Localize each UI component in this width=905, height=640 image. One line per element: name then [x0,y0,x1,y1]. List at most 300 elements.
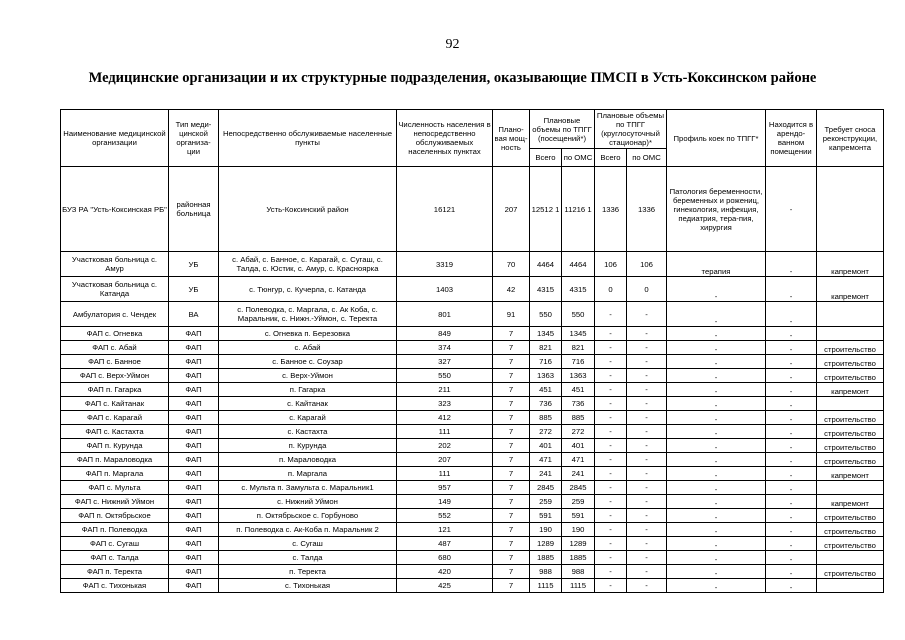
cell-bed-profile: - [667,277,766,302]
cell-bed-profile: - [667,411,766,425]
cell-repair: строительство [817,369,884,383]
cell-rented: - [766,327,817,341]
cell-hosp-total: - [595,565,627,579]
cell-visits-oms: 736 [562,397,595,411]
cell-repair [817,481,884,495]
cell-hosp-total: - [595,537,627,551]
cell-bed-profile: - [667,369,766,383]
cell-org-name: ФАП с. Мульта [61,481,169,495]
table-row [61,383,884,397]
cell-population: 680 [397,551,493,565]
cell-capacity: 7 [493,411,530,425]
cell-org-name: ФАП с. Верх-Уймон [61,369,169,383]
cell-population: 550 [397,369,493,383]
cell-capacity: 7 [493,509,530,523]
cell-bed-profile: Патология беременности, беременных и рожениц, гинекология, инфекция, педиатрия, тера-пия, хирургия [667,167,766,252]
cell-hosp-total: - [595,509,627,523]
cell-capacity: 7 [493,495,530,509]
cell-population: 111 [397,425,493,439]
cell-org-name: ФАП п. Полеводка [61,523,169,537]
cell-org-type: ФАП [169,439,219,453]
cell-rented: - [766,495,817,509]
cell-population: 202 [397,439,493,453]
cell-org-type: ФАП [169,453,219,467]
cell-hosp-oms: - [627,481,667,495]
table-row [61,425,884,439]
cell-served-points: с. Огневка п. Березовка [219,327,397,341]
cell-bed-profile: - [667,355,766,369]
page-title: Медицинские организации и их структурные подразделения, оказывающие ПМСП в Усть-Коксинском районе [88,70,817,86]
cell-hosp-total: - [595,439,627,453]
cell-bed-profile: - [667,397,766,411]
cell-bed-profile: - [667,425,766,439]
cell-rented: - [766,579,817,593]
table-row [61,439,884,453]
cell-bed-profile: - [667,383,766,397]
cell-served-points: п. Гагарка [219,383,397,397]
cell-visits-oms: 241 [562,467,595,481]
cell-hosp-total: - [595,495,627,509]
cell-hosp-total: - [595,425,627,439]
cell-visits-total: 4315 [530,277,562,302]
cell-visits-total: 259 [530,495,562,509]
cell-served-points: п. Курунда [219,439,397,453]
cell-visits-total: 241 [530,467,562,481]
cell-bed-profile: - [667,495,766,509]
cell-hosp-total: 1336 [595,167,627,252]
cell-org-name: ФАП с. Кайтанак [61,397,169,411]
cell-org-name: ФАП с. Кастахта [61,425,169,439]
cell-hosp-oms: - [627,383,667,397]
cell-org-name: ФАП п. Маргала [61,467,169,481]
cell-visits-total: 591 [530,509,562,523]
table-row [61,509,884,523]
cell-served-points: с. Карагай [219,411,397,425]
cell-rented: - [766,369,817,383]
cell-population: 487 [397,537,493,551]
cell-visits-oms: 988 [562,565,595,579]
cell-hosp-oms: - [627,495,667,509]
cell-repair: строительство [817,341,884,355]
cell-population: 3319 [397,252,493,277]
cell-hosp-total: - [595,467,627,481]
cell-rented: - [766,302,817,327]
cell-visits-oms: 1289 [562,537,595,551]
table-row [61,277,884,302]
cell-visits-oms: 591 [562,509,595,523]
cell-population: 425 [397,579,493,593]
cell-visits-oms: 4464 [562,252,595,277]
header-reconstruction: Требует сноса реконструкции, капремонта [817,110,884,167]
cell-capacity: 7 [493,383,530,397]
cell-served-points: с. Талда [219,551,397,565]
table-row [61,397,884,411]
cell-org-type: ФАП [169,467,219,481]
cell-visits-oms: 1363 [562,369,595,383]
cell-repair: капремонт [817,383,884,397]
header-bed-profile: Профиль коек по ТПГГ* [667,110,766,167]
cell-rented: - [766,383,817,397]
table-row [61,167,884,252]
cell-hosp-oms: - [627,302,667,327]
cell-population: 374 [397,341,493,355]
cell-visits-total: 736 [530,397,562,411]
table-row [61,495,884,509]
cell-org-type: ФАП [169,481,219,495]
cell-hosp-total: - [595,411,627,425]
cell-repair: строительство [817,565,884,579]
cell-population: 552 [397,509,493,523]
cell-visits-total: 12512 1 [530,167,562,252]
cell-hosp-oms: - [627,327,667,341]
cell-population: 111 [397,467,493,481]
cell-bed-profile: - [667,327,766,341]
cell-population: 801 [397,302,493,327]
cell-visits-oms: 272 [562,425,595,439]
cell-capacity: 7 [493,341,530,355]
cell-visits-oms: 190 [562,523,595,537]
cell-visits-oms: 1115 [562,579,595,593]
cell-visits-total: 451 [530,383,562,397]
cell-hosp-total: - [595,355,627,369]
table-row [61,327,884,341]
cell-bed-profile: - [667,467,766,481]
cell-capacity: 7 [493,425,530,439]
cell-visits-total: 885 [530,411,562,425]
cell-capacity: 7 [493,397,530,411]
cell-rented: - [766,411,817,425]
cell-visits-total: 4464 [530,252,562,277]
table-row [61,565,884,579]
cell-served-points: с. Тихонькая [219,579,397,593]
cell-org-type: ФАП [169,383,219,397]
cell-hosp-oms: - [627,439,667,453]
cell-visits-total: 401 [530,439,562,453]
table-row [61,537,884,551]
cell-hosp-total: - [595,397,627,411]
cell-visits-oms: 4315 [562,277,595,302]
cell-hosp-total: 106 [595,252,627,277]
header-tpgg-visits: Плановые объемы по ТПГГ (посещений*) [530,110,595,149]
table-row [61,453,884,467]
cell-org-name: Участковая больница с. Катанда [61,277,169,302]
cell-org-type: ФАП [169,537,219,551]
cell-org-type: ФАП [169,327,219,341]
header-capacity: Плано-вая мощ-ность [493,110,530,167]
cell-visits-total: 821 [530,341,562,355]
cell-capacity: 91 [493,302,530,327]
cell-repair: строительство [817,439,884,453]
cell-rented: - [766,537,817,551]
cell-served-points: с. Сугаш [219,537,397,551]
cell-org-type: ФАП [169,509,219,523]
cell-capacity: 7 [493,481,530,495]
header-points: Непосредственно обслуживаемые населенные пункты [219,110,397,167]
cell-served-points: п. Мараловодка [219,453,397,467]
cell-capacity: 7 [493,453,530,467]
cell-hosp-oms: - [627,425,667,439]
cell-served-points: п. Теректа [219,565,397,579]
cell-rented: - [766,341,817,355]
cell-org-type: ФАП [169,369,219,383]
cell-visits-oms: 11216 1 [562,167,595,252]
header-name: Наименование медицинской организации [61,110,169,167]
cell-org-name: Амбулатория с. Чендек [61,302,169,327]
cell-bed-profile: - [667,551,766,565]
cell-bed-profile: - [667,341,766,355]
table-row [61,302,884,327]
cell-capacity: 42 [493,277,530,302]
cell-served-points: с. Тюнгур, с. Кучерла, с. Катанда [219,277,397,302]
cell-org-type: ФАП [169,425,219,439]
cell-visits-total: 1289 [530,537,562,551]
table-row [61,252,884,277]
cell-org-type: ФАП [169,355,219,369]
cell-capacity: 7 [493,467,530,481]
cell-repair: строительство [817,411,884,425]
cell-hosp-total: - [595,523,627,537]
cell-repair [817,551,884,565]
table-row [61,369,884,383]
cell-hosp-total: - [595,551,627,565]
cell-visits-oms: 451 [562,383,595,397]
cell-rented: - [766,467,817,481]
cell-bed-profile: - [667,579,766,593]
cell-org-name: ФАП с. Банное [61,355,169,369]
header-hosp-total: Всего [595,149,627,167]
cell-repair: строительство [817,537,884,551]
organizations-table [60,109,884,593]
cell-repair: строительство [817,425,884,439]
cell-repair: строительство [817,523,884,537]
cell-population: 121 [397,523,493,537]
cell-capacity: 7 [493,355,530,369]
cell-org-type: ФАП [169,579,219,593]
cell-rented: - [766,439,817,453]
cell-served-points: с. Мульта п. Замульта с. Маральник1 [219,481,397,495]
cell-population: 849 [397,327,493,341]
cell-repair: строительство [817,453,884,467]
table-row [61,579,884,593]
cell-bed-profile: - [667,481,766,495]
cell-capacity: 7 [493,439,530,453]
table-row [61,523,884,537]
header-visits-total: Всего [530,149,562,167]
cell-hosp-oms: - [627,537,667,551]
cell-rented: - [766,277,817,302]
cell-visits-total: 1885 [530,551,562,565]
table-row [61,481,884,495]
cell-population: 412 [397,411,493,425]
cell-population: 327 [397,355,493,369]
cell-repair: капремонт [817,252,884,277]
header-tpgg-hospital: Плановые объемы по ТПГГ (круглосуточный стационар)* [595,110,667,149]
cell-capacity: 7 [493,327,530,341]
table-row [61,355,884,369]
cell-served-points: с. Абай, с. Банное, с. Карагай, с. Сугаш, с. Талда, с. Юстик, с. Амур, с. Красноярка [219,252,397,277]
cell-hosp-total: - [595,341,627,355]
cell-org-type: ФАП [169,495,219,509]
cell-org-name: ФАП п. Октябрьское [61,509,169,523]
cell-org-type: районная больница [169,167,219,252]
cell-org-name: ФАП п. Курунда [61,439,169,453]
cell-hosp-oms: - [627,467,667,481]
cell-visits-oms: 716 [562,355,595,369]
cell-rented: - [766,355,817,369]
cell-rented: - [766,551,817,565]
cell-org-name: ФАП с. Огневка [61,327,169,341]
cell-visits-total: 716 [530,355,562,369]
cell-hosp-total: - [595,579,627,593]
cell-hosp-oms: - [627,565,667,579]
cell-visits-total: 988 [530,565,562,579]
cell-population: 149 [397,495,493,509]
table-row [61,467,884,481]
cell-served-points: п. Октябрьское с. Горбуново [219,509,397,523]
cell-hosp-oms: - [627,369,667,383]
cell-capacity: 207 [493,167,530,252]
cell-hosp-total: - [595,302,627,327]
header-type: Тип меди-цинской организа-ции [169,110,219,167]
cell-hosp-total: - [595,481,627,495]
table-body [61,167,884,593]
cell-population: 211 [397,383,493,397]
cell-hosp-oms: - [627,579,667,593]
cell-org-name: Участковая больница с. Амур [61,252,169,277]
cell-population: 420 [397,565,493,579]
cell-visits-oms: 821 [562,341,595,355]
cell-hosp-total: - [595,327,627,341]
cell-bed-profile: - [667,509,766,523]
cell-population: 323 [397,397,493,411]
cell-served-points: с. Кастахта [219,425,397,439]
cell-org-type: ФАП [169,523,219,537]
cell-bed-profile: - [667,302,766,327]
cell-hosp-total: 0 [595,277,627,302]
cell-served-points: с. Полеводка, с. Маргала, с. Ак Коба, с. Маральник, с. Нижн.-Уймон, с. Теректа [219,302,397,327]
cell-org-name: ФАП с. Абай [61,341,169,355]
cell-org-type: УБ [169,277,219,302]
cell-capacity: 7 [493,565,530,579]
cell-population: 207 [397,453,493,467]
cell-org-type: ВА [169,302,219,327]
cell-bed-profile: - [667,439,766,453]
cell-hosp-oms: 106 [627,252,667,277]
cell-bed-profile: - [667,453,766,467]
cell-hosp-oms: 0 [627,277,667,302]
cell-population: 957 [397,481,493,495]
cell-org-name: ФАП с. Талда [61,551,169,565]
cell-org-name: ФАП с. Карагай [61,411,169,425]
page-number: 92 [445,37,460,52]
cell-repair: капремонт [817,277,884,302]
table-row [61,411,884,425]
cell-bed-profile: - [667,565,766,579]
cell-served-points: с. Верх-Уймон [219,369,397,383]
cell-population: 16121 [397,167,493,252]
cell-org-type: ФАП [169,341,219,355]
cell-visits-total: 2845 [530,481,562,495]
cell-capacity: 7 [493,369,530,383]
cell-visits-oms: 401 [562,439,595,453]
cell-visits-oms: 1885 [562,551,595,565]
cell-served-points: с. Нижний Уймон [219,495,397,509]
cell-hosp-oms: - [627,523,667,537]
cell-repair [817,167,884,252]
cell-repair: строительство [817,509,884,523]
cell-org-type: ФАП [169,551,219,565]
cell-org-type: ФАП [169,397,219,411]
cell-hosp-oms: - [627,509,667,523]
header-hosp-oms: по ОМС [627,149,667,167]
cell-hosp-total: - [595,369,627,383]
cell-served-points: п. Маргала [219,467,397,481]
cell-visits-total: 1115 [530,579,562,593]
cell-visits-total: 272 [530,425,562,439]
cell-org-name: ФАП с. Сугаш [61,537,169,551]
cell-visits-oms: 550 [562,302,595,327]
cell-visits-total: 1345 [530,327,562,341]
cell-hosp-oms: - [627,411,667,425]
cell-rented: - [766,565,817,579]
cell-rented: - [766,252,817,277]
cell-served-points: п. Полеводка с. Ак-Коба п. Маральник 2 [219,523,397,537]
cell-rented: - [766,523,817,537]
cell-org-name: ФАП п. Мараловодка [61,453,169,467]
cell-rented: - [766,509,817,523]
cell-visits-oms: 259 [562,495,595,509]
cell-org-type: УБ [169,252,219,277]
cell-hosp-oms: - [627,355,667,369]
header-visits-oms: по ОМС [562,149,595,167]
cell-bed-profile: терапия [667,252,766,277]
cell-hosp-oms: - [627,397,667,411]
cell-bed-profile: - [667,523,766,537]
cell-visits-oms: 885 [562,411,595,425]
cell-rented: - [766,453,817,467]
cell-repair: капремонт [817,495,884,509]
cell-capacity: 7 [493,579,530,593]
cell-visits-total: 471 [530,453,562,467]
cell-bed-profile: - [667,537,766,551]
cell-served-points: с. Банное с. Соузар [219,355,397,369]
cell-rented: - [766,397,817,411]
cell-hosp-oms: - [627,341,667,355]
cell-capacity: 7 [493,537,530,551]
cell-served-points: Усть-Коксинский район [219,167,397,252]
table-row [61,341,884,355]
cell-capacity: 7 [493,523,530,537]
cell-capacity: 7 [493,551,530,565]
header-population: Численность населения в непосредственно обслуживаемых населенных пунктах [397,110,493,167]
cell-hosp-total: - [595,453,627,467]
cell-repair [817,302,884,327]
cell-visits-total: 550 [530,302,562,327]
table-row [61,551,884,565]
cell-capacity: 70 [493,252,530,277]
cell-repair [817,579,884,593]
cell-served-points: с. Кайтанак [219,397,397,411]
cell-visits-oms: 1345 [562,327,595,341]
cell-org-name: ФАП с. Нижний Уймон [61,495,169,509]
cell-org-type: ФАП [169,565,219,579]
cell-served-points: с. Абай [219,341,397,355]
cell-visits-oms: 471 [562,453,595,467]
cell-visits-oms: 2845 [562,481,595,495]
cell-org-name: ФАП с. Тихонькая [61,579,169,593]
cell-hosp-oms: - [627,551,667,565]
cell-repair: строительство [817,355,884,369]
